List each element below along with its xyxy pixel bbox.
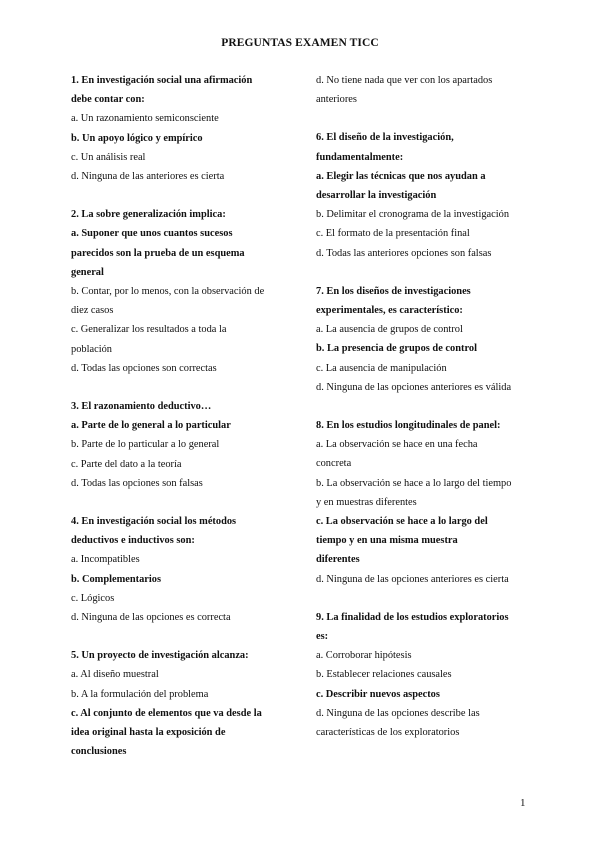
answer-option: b. Delimitar el cronograma de la investigación: [316, 209, 510, 221]
question-block: [71, 205, 326, 378]
question-block: [316, 416, 571, 589]
correct-answer-option: c. Describir nuevos aspectos: [316, 688, 440, 700]
answer-option: a. Corroborar hipótesis: [316, 650, 412, 662]
answer-option: d. Ninguna de las anteriores es cierta: [71, 171, 225, 183]
answer-option: b. La observación se hace a lo largo del tiempo: [316, 477, 512, 489]
correct-answer-option: idea original hasta la exposición de: [71, 727, 226, 739]
answer-option: c. Un análisis real: [71, 151, 146, 163]
answer-option: c. Lógicos: [71, 592, 115, 604]
answer-option: diez casos: [71, 305, 114, 317]
answer-option: d. Ninguna de las opciones es correcta: [71, 612, 231, 624]
correct-answer-option: b. Complementarios: [71, 573, 162, 585]
question-block: [316, 282, 571, 397]
question-stem: 1. En investigación social una afirmación: [71, 75, 253, 86]
answer-option: d. No tiene nada que ver con los apartados: [316, 75, 493, 86]
question-stem: deductivos e inductivos son:: [71, 535, 195, 547]
answer-option: a. Al diseño muestral: [71, 669, 159, 681]
answer-option: d. Todas las opciones son falsas: [71, 477, 203, 489]
answer-option: población: [71, 343, 112, 355]
question-block: [316, 608, 571, 742]
question-block: [71, 512, 326, 627]
question-stem: experimentales, es característico:: [316, 305, 463, 317]
correct-answer-option: conclusiones: [71, 746, 127, 758]
answer-option: b. Establecer relaciones causales: [316, 669, 452, 681]
answer-option: b. A la formulación del problema: [71, 688, 209, 700]
question-stem: 8. En los estudios longitudinales de panel:: [316, 420, 501, 432]
answer-option: d. Todas las anteriores opciones son falsas: [316, 247, 492, 259]
answer-option: concreta: [316, 458, 352, 470]
answer-option: b. Parte de lo particular a lo general: [71, 439, 220, 451]
correct-answer-option: c. La observación se hace a lo largo del: [316, 516, 488, 528]
answer-option: c. Parte del dato a la teoría: [71, 458, 182, 470]
answer-option: c. La ausencia de manipulación: [316, 362, 447, 374]
question-stem: fundamentalmente:: [316, 151, 404, 163]
correct-answer-option: general: [71, 266, 104, 278]
answer-option: características de los exploratorios: [316, 727, 460, 739]
right-column: [316, 71, 571, 761]
question-stem: 9. La finalidad de los estudios exploratorios: [316, 611, 509, 623]
correct-answer-option: tiempo y en una misma muestra: [316, 535, 458, 547]
answer-option: anteriores: [316, 94, 357, 106]
correct-answer-option: b. Un apoyo lógico y empírico: [71, 132, 203, 144]
question-stem: 2. La sobre generalización implica:: [71, 209, 226, 221]
answer-option: b. Contar, por lo menos, con la observación de: [71, 286, 265, 298]
page-number: 1: [520, 797, 526, 809]
question-block: [71, 646, 326, 761]
question-block: [71, 397, 326, 493]
answer-option: a. La observación se hace en una fecha: [316, 439, 478, 451]
question-block: [71, 71, 326, 186]
answer-option: a. Un razonamiento semiconsciente: [71, 113, 219, 125]
question-block: [316, 128, 571, 262]
answer-option: d. Todas las opciones son correctas: [71, 362, 217, 374]
answer-option: d. Ninguna de las opciones anteriores es cierta: [316, 573, 509, 585]
question-stem: es:: [316, 631, 329, 643]
question-stem: 7. En los diseños de investigaciones: [316, 285, 471, 297]
answer-option: c. El formato de la presentación final: [316, 228, 470, 240]
answer-option: c. Generalizar los resultados a toda la: [71, 324, 227, 336]
answer-option: y en muestras diferentes: [316, 496, 417, 508]
correct-answer-option: a. Elegir las técnicas que nos ayudan a: [316, 170, 486, 182]
correct-answer-option: b. La presencia de grupos de control: [316, 343, 477, 355]
correct-answer-option: parecidos son la prueba de un esquema: [71, 247, 245, 259]
answer-option: a. La ausencia de grupos de control: [316, 324, 463, 336]
answer-option: d. Ninguna de las opciones describe las: [316, 707, 480, 719]
left-column: [71, 71, 326, 781]
question-block: [316, 71, 571, 109]
document-title: PREGUNTAS EXAMEN TICC: [221, 37, 379, 49]
question-stem: debe contar con:: [71, 94, 145, 106]
question-stem: 6. El diseño de la investigación,: [316, 132, 454, 144]
answer-option: d. Ninguna de las opciones anteriores es válida: [316, 381, 512, 393]
question-stem: 5. Un proyecto de investigación alcanza:: [71, 650, 249, 662]
correct-answer-option: a. Suponer que unos cuantos sucesos: [71, 228, 233, 240]
question-stem: 4. En investigación social los métodos: [71, 516, 237, 528]
correct-answer-option: a. Parte de lo general a lo particular: [71, 420, 231, 432]
correct-answer-option: c. Al conjunto de elementos que va desde la: [71, 707, 262, 719]
answer-option: a. Incompatibles: [71, 554, 140, 566]
correct-answer-option: desarrollar la investigación: [316, 190, 437, 202]
question-stem: 3. El razonamiento deductivo…: [71, 401, 212, 413]
correct-answer-option: diferentes: [316, 554, 360, 566]
